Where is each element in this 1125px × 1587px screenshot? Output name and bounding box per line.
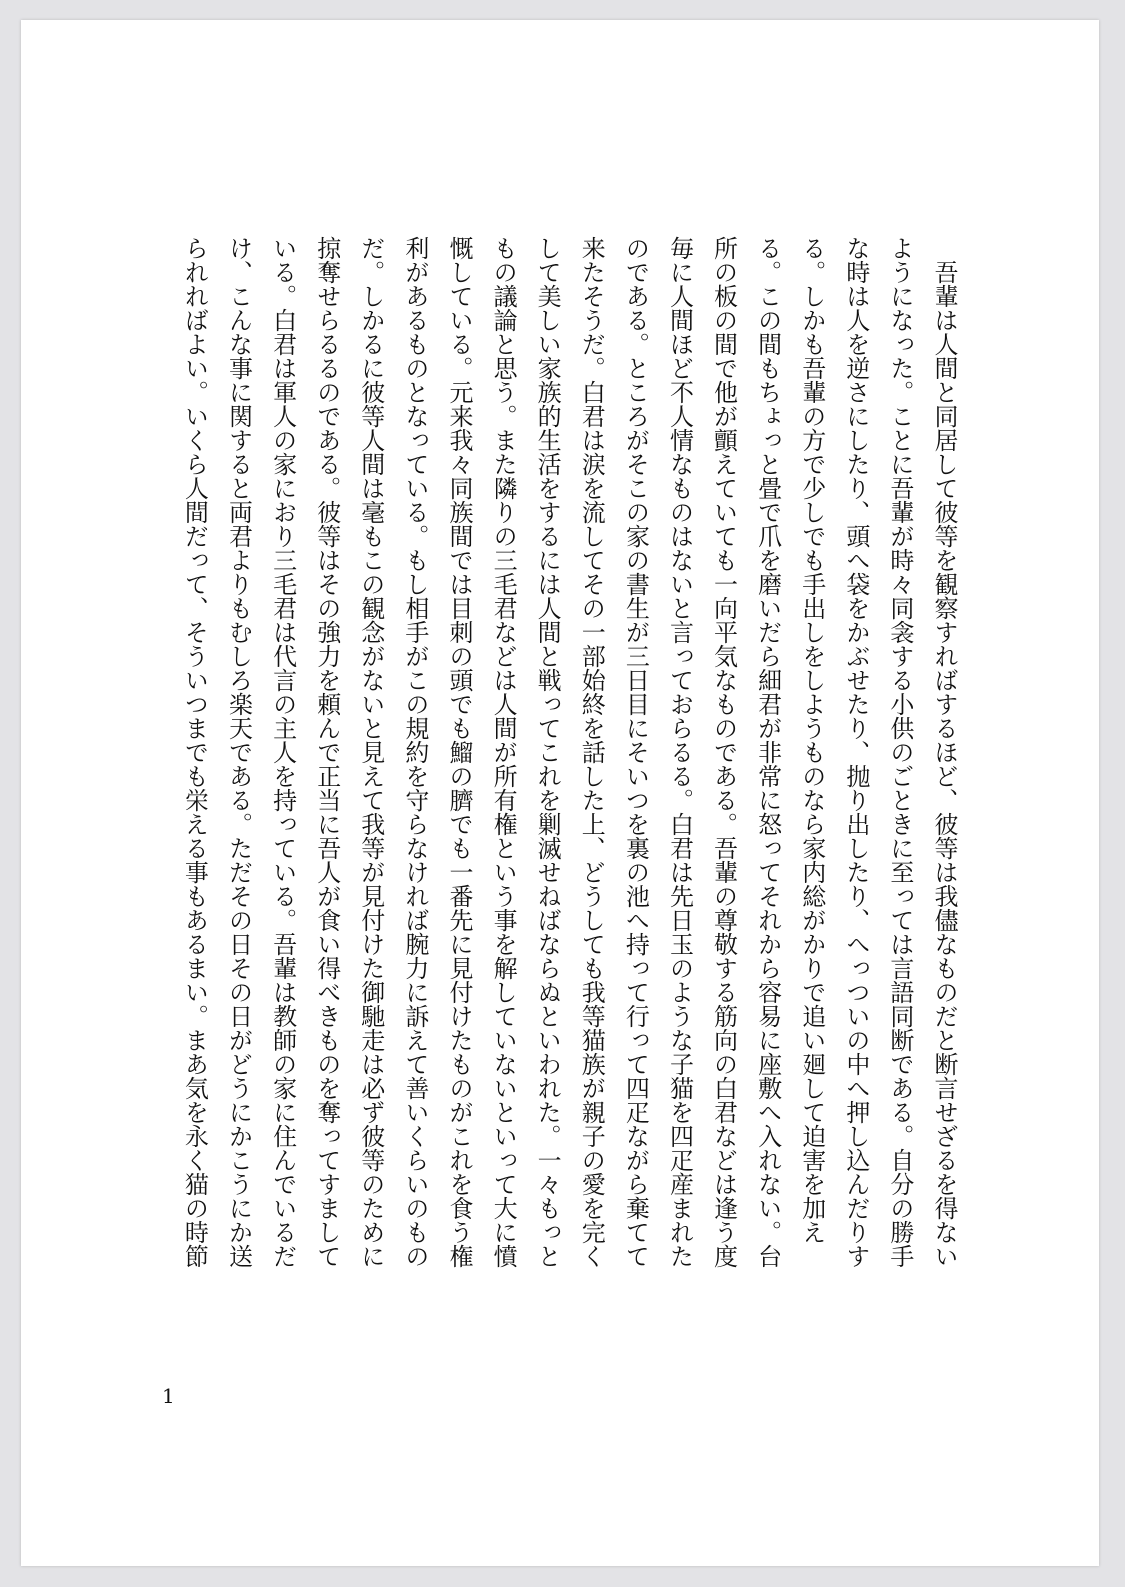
text-column: 吾輩は人間と同居して彼等を観察すればするほど、彼等は我儘なものだと断言せざるを得ない [930,236,958,1268]
document-page [21,20,1099,1566]
text-column: 掠奪せらるるのである。彼等はその強力を頼んで正当に吾人が食い得べきものを奪ってすまして [312,236,341,1268]
text-column: いる。白君は軍人の家におり三毛君は代言の主人を持っている。吾輩は教師の家に住んでいるだ [268,236,297,1268]
text-column: け、こんな事に関すると両君よりもむしろ楽天である。ただその日その日がどうにかこうにか送 [224,236,253,1268]
text-column: だ。しかるに彼等人間は毫もこの観念がないと見えて我等が見付けた御馳走は必ず彼等のために [356,236,385,1268]
text-column: る。この間もちょっと畳で爪を磨いだら細君が非常に怒ってそれから容易に座敷へ入れない。台 [753,236,782,1268]
text-column: ようになった。ことに吾輩が時々同衾する小供のごときに至っては言語同断である。自分の勝手 [885,236,914,1268]
text-column: な時は人を逆さにしたり、頭へ袋をかぶせたり、抛り出したり、へっついの中へ押し込んだりす [841,236,870,1268]
text-column: 利があるものとなっている。もし相手がこの規約を守らなければ腕力に訴えて善いくらいのもの [400,236,429,1268]
text-column: 毎に人間ほど不人情なものはないと言っておらるる。白君は先日玉のような子猫を四疋産まれた [665,236,694,1268]
text-column: 慨している。元来我々同族間では目刺の頭でも鰡の臍でも一番先に見付けたものがこれを食う権 [444,236,473,1268]
text-column: られればよい。いくら人間だって、そういつまでも栄える事もあるまい。まあ気を永く猫の時節 [180,236,209,1268]
text-column: る。しかも吾輩の方で少しでも手出しをしようものなら家内総がかりで追い廻して迫害を加え [797,236,826,1244]
text-column: して美しい家族的生活をするには人間と戦ってこれを剿滅せねばならぬといわれた。一々もっと [533,236,562,1268]
vertical-body-text [166,236,966,1468]
text-column: 所の板の間で他が顫えていても一向平気なものである。吾輩の尊敬する筋向の白君などは逢う度 [709,236,738,1268]
text-column: 来たそうだ。白君は涙を流してその一部始終を話した上、どうしても我等猫族が親子の愛を完く [577,236,606,1268]
text-column: もの議論と思う。また隣りの三毛君などは人間が所有権という事を解していないといって大に憤 [489,236,518,1268]
text-column: のである。ところがそこの家の書生が三日目にそいつを裏の池へ持って行って四疋ながら棄てて [621,236,650,1268]
page-number: 1 [162,1384,175,1408]
